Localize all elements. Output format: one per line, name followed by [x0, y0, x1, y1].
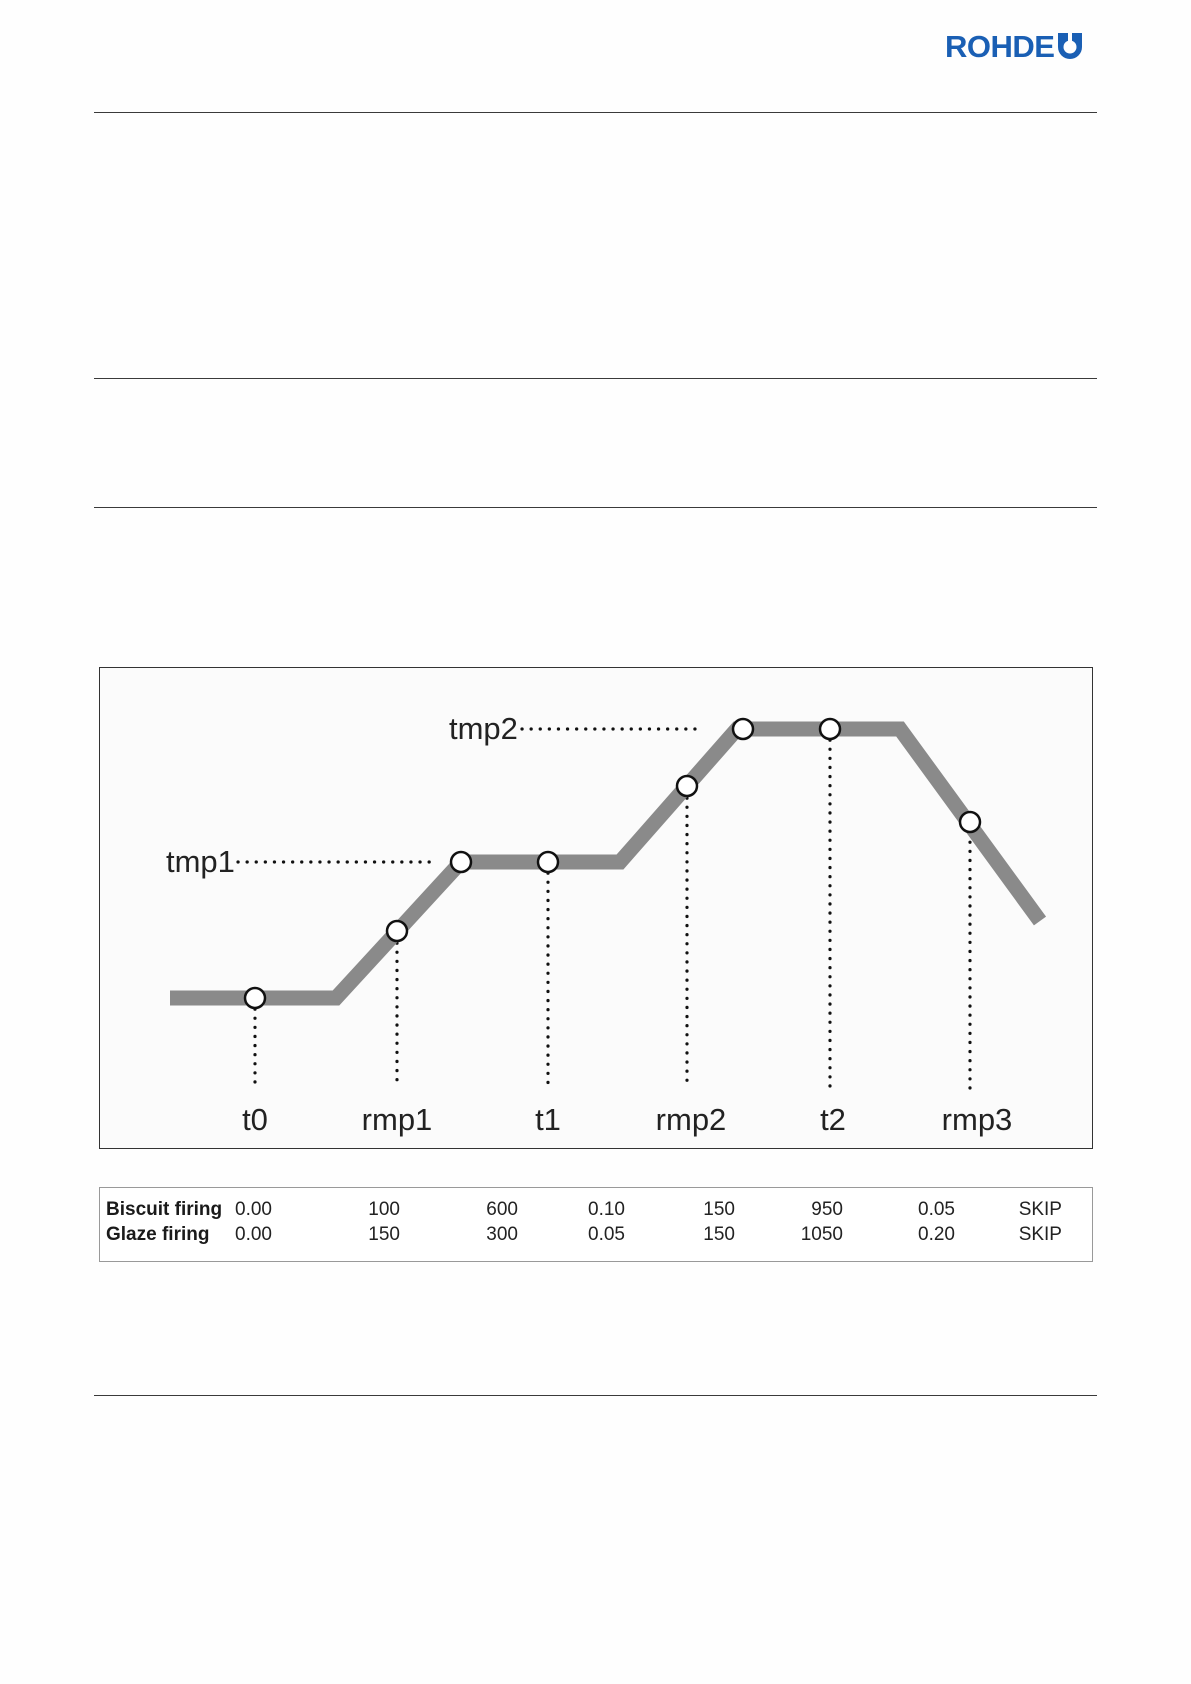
table-cell: 0.00	[235, 1224, 272, 1245]
t2-label: t2	[820, 1102, 846, 1137]
t1-label: t1	[535, 1102, 561, 1137]
rmp3-label: rmp3	[941, 1102, 1013, 1137]
rmp2-marker	[677, 776, 697, 796]
table-cell: SKIP	[1018, 1224, 1062, 1245]
table-cell: 0.00	[235, 1199, 272, 1220]
t1-marker	[538, 852, 558, 872]
rohde-logo	[945, 30, 1085, 62]
table-row	[100, 1223, 1092, 1247]
tmp1-label: tmp1	[166, 844, 235, 879]
table-cell: 950	[811, 1199, 843, 1220]
row-label: Glaze firing	[106, 1224, 210, 1245]
rmp3-marker	[960, 812, 980, 832]
tmp1-marker	[451, 852, 471, 872]
firing-curve	[170, 729, 1040, 998]
table-cell: 0.20	[918, 1224, 955, 1245]
rmp1-label: rmp1	[361, 1102, 433, 1137]
table-cell: 1050	[800, 1224, 843, 1245]
firing-profile-diagram	[99, 667, 1093, 1149]
tmp2-label: tmp2	[449, 711, 518, 746]
table-cell: 300	[486, 1224, 518, 1245]
rohde-mark-icon	[1055, 30, 1085, 62]
t2-marker	[820, 719, 840, 739]
rmp2-label: rmp2	[655, 1102, 727, 1137]
t0-label: t0	[242, 1102, 268, 1137]
tmp2-marker	[733, 719, 753, 739]
table-cell: 150	[703, 1199, 735, 1220]
table-cell: 600	[486, 1199, 518, 1220]
table-cell: 0.10	[588, 1199, 625, 1220]
table-row	[100, 1198, 1092, 1222]
brand-name: ROHDE	[945, 28, 1055, 64]
divider-rule	[94, 112, 1097, 113]
t0-marker	[245, 988, 265, 1008]
row-label: Biscuit firing	[106, 1199, 223, 1220]
divider-rule	[94, 507, 1097, 508]
table-cell: 100	[368, 1199, 400, 1220]
rmp1-marker	[387, 921, 407, 941]
table-cell: SKIP	[1018, 1199, 1062, 1220]
table-cell: 0.05	[588, 1224, 625, 1245]
firing-program-table	[99, 1187, 1093, 1262]
divider-rule	[94, 1395, 1097, 1396]
table-cell: 150	[703, 1224, 735, 1245]
divider-rule	[94, 378, 1097, 379]
table-cell: 0.05	[918, 1199, 955, 1220]
table-cell: 150	[368, 1224, 400, 1245]
